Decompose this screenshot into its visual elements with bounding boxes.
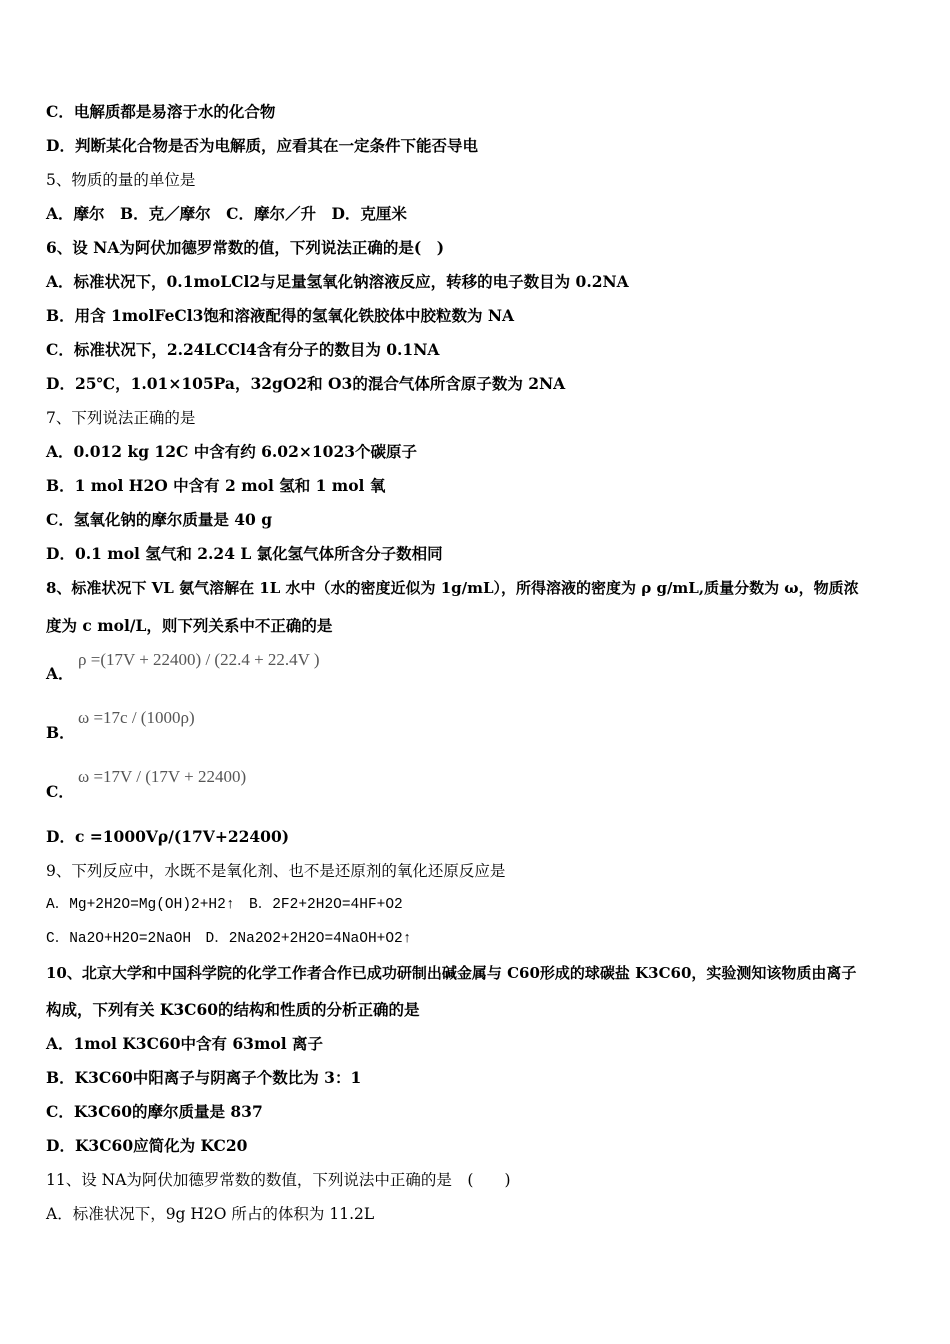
q8-option-b-formula: ω =17c / (1000ρ) — [78, 708, 195, 727]
q6-option-b: B．用含 1molFeCl3饱和溶液配得的氢氧化铁胶体中胶粒数为 NA — [46, 306, 515, 325]
q11-option-a: A．标准状况下，9g H2O 所占的体积为 11.2L — [46, 1205, 375, 1223]
q10-stem-line1: 10、北京大学和中国科学院的化学工作者合作已成功研制出碱金属与 C60形成的球碳盐 K3C60，实验测知该物质由离子 — [46, 964, 857, 982]
q10-option-c: C．K3C60的摩尔质量是 837 — [46, 1102, 263, 1121]
q6-option-d: D．25℃，1.01×105Pa，32gO2和 O3的混合气体所含原子数为 2NA — [46, 374, 566, 393]
q8-option-c-label: C． — [46, 782, 74, 801]
q10-stem-line2: 构成，下列有关 K3C60的结构和性质的分析正确的是 — [46, 1000, 420, 1019]
q7-option-b: B．1 mol H2O 中含有 2 mol 氢和 1 mol 氧 — [46, 476, 386, 495]
q11-stem: 11、设 NA为阿伏加德罗常数的数值，下列说法中正确的是 ( ) — [46, 1171, 511, 1189]
q5-options: A．摩尔 B．克／摩尔 C．摩尔／升 D．克厘米 — [46, 204, 407, 223]
q5-stem: 5、物质的量的单位是 — [46, 171, 196, 189]
q7-option-d: D．0.1 mol 氢气和 2.24 L 氯化氢气体所含分子数相同 — [46, 544, 443, 563]
q10-option-d: D．K3C60应简化为 KC20 — [46, 1136, 248, 1155]
q8-option-b-label: B． — [46, 723, 75, 742]
q6-option-c: C．标准状况下，2.24LCCl4含有分子的数目为 0.1NA — [46, 340, 440, 359]
q6-stem: 6、设 NA为阿伏加德罗常数的值，下列说法正确的是( ) — [46, 238, 445, 257]
q8-option-d: D．c =1000Vρ/(17V+22400) — [46, 827, 290, 846]
q7-option-c: C．氢氧化钠的摩尔质量是 40 g — [46, 510, 273, 529]
q4-option-d: D．判断某化合物是否为电解质，应看其在一定条件下能否导电 — [46, 136, 478, 155]
q8-stem-line1: 8、标准状况下 VL 氨气溶解在 1L 水中（水的密度近似为 1g/mL），所得溶液的密度为 ρ g/mL,质量分数为 ω，物质浓 — [46, 579, 859, 597]
q7-stem: 7、下列说法正确的是 — [46, 409, 196, 427]
q9-stem: 9、下列反应中，水既不是氧化剂、也不是还原剂的氧化还原反应是 — [46, 862, 506, 880]
q9-options-cd: C．Na2O+H2O=2NaOH D．2Na2O2+2H2O=4NaOH+O2↑ — [46, 931, 412, 947]
q7-option-a: A．0.012 kg 12C 中含有约 6.02×1023个碳原子 — [46, 442, 418, 461]
q8-option-a-formula: ρ =(17V + 22400) / (22.4 + 22.4V ) — [78, 650, 320, 669]
q8-option-a-label: A． — [46, 664, 74, 683]
q4-option-c: C．电解质都是易溶于水的化合物 — [46, 102, 276, 121]
q10-option-b: B．K3C60中阳离子与阴离子个数比为 3：1 — [46, 1068, 362, 1087]
q8-stem-line2: 度为 c mol/L，则下列关系中不正确的是 — [46, 616, 333, 635]
q9-options-ab: A．Mg+2H2O=Mg(OH)2+H2↑ B．2F2+2H2O=4HF+O2 — [46, 897, 403, 913]
q8-option-c-formula: ω =17V / (17V + 22400) — [78, 767, 247, 786]
q10-option-a: A．1mol K3C60中含有 63mol 离子 — [46, 1034, 323, 1053]
q6-option-a: A．标准状况下，0.1moLCl2与足量氢氧化钠溶液反应，转移的电子数目为 0.2NA — [46, 272, 629, 291]
